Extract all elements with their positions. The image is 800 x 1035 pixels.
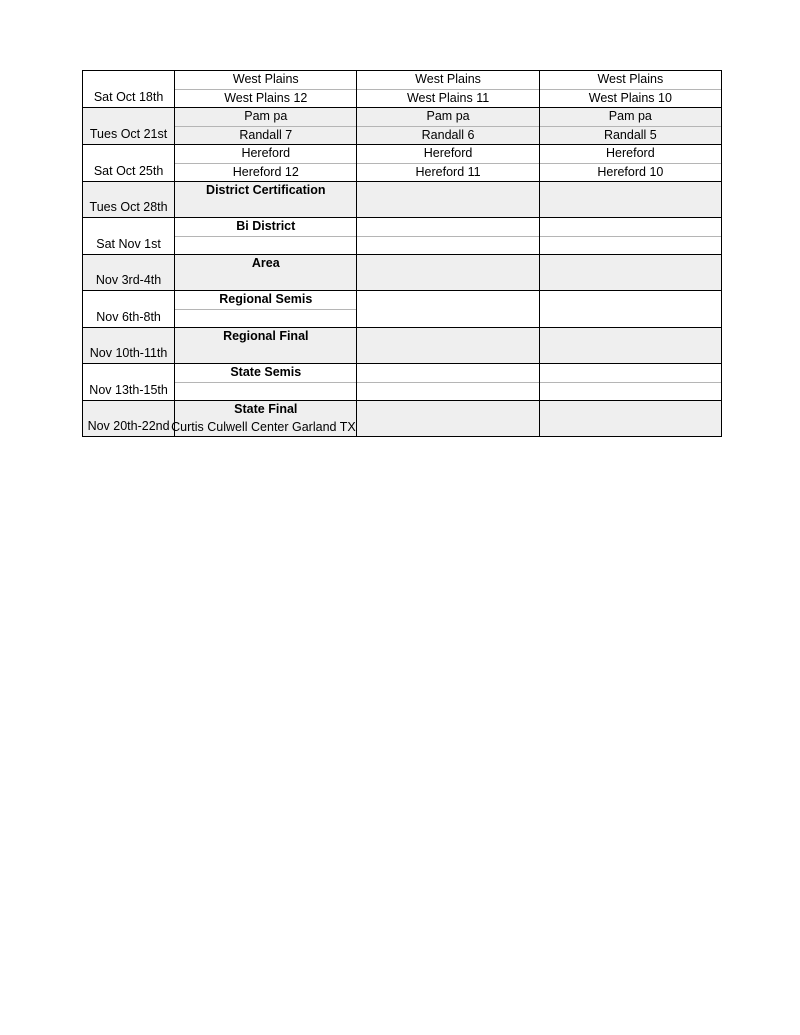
table-row (83, 163, 722, 182)
team-cell: West Plains (539, 71, 721, 90)
venue-text: Curtis Culwell Center Garland TX (171, 419, 356, 434)
round-label: Area (175, 255, 357, 273)
team-cell: Hereford 10 (539, 163, 721, 182)
empty-cell (539, 364, 721, 383)
venue-cell (171, 419, 357, 437)
table-row (83, 108, 722, 127)
date-cell: Tues Oct 28th (83, 182, 175, 218)
date-cell: Nov 10th-11th (83, 328, 175, 364)
table-row (83, 401, 722, 419)
date-cell: Sat Oct 18th (83, 71, 175, 108)
empty-cell (539, 236, 721, 255)
team-cell: Hereford 11 (357, 163, 539, 182)
empty-cell (539, 382, 721, 401)
team-cell: West Plains 10 (539, 89, 721, 108)
empty-cell (357, 291, 539, 328)
team-cell: Hereford 12 (175, 163, 357, 182)
team-cell (175, 200, 357, 218)
empty-cell (357, 328, 539, 364)
table-row (83, 182, 722, 200)
table-row (83, 218, 722, 237)
table-row (83, 328, 722, 346)
round-label: State Semis (175, 364, 357, 383)
empty-cell (357, 218, 539, 237)
team-cell: West Plains 12 (175, 89, 357, 108)
team-cell: Randall 7 (175, 126, 357, 145)
empty-cell (357, 182, 539, 218)
empty-cell (539, 401, 721, 437)
team-cell (175, 309, 357, 328)
date-cell: Sat Nov 1st (83, 218, 175, 255)
table-row (83, 255, 722, 273)
date-cell: Nov 6th-8th (83, 291, 175, 328)
date-cell: Nov 20th-22nd (83, 401, 175, 437)
empty-cell (357, 382, 539, 401)
date-cell: Nov 3rd-4th (83, 255, 175, 291)
empty-cell (357, 401, 539, 437)
table-row (83, 236, 722, 255)
round-label: State Final (175, 401, 357, 419)
team-cell (175, 346, 357, 364)
empty-cell (539, 328, 721, 364)
team-cell: Pam pa (539, 108, 721, 127)
team-cell (175, 236, 357, 255)
empty-cell (539, 182, 721, 218)
team-cell: Hereford (539, 145, 721, 164)
empty-cell (539, 291, 721, 328)
team-cell (175, 382, 357, 401)
team-cell: West Plains (175, 71, 357, 90)
team-cell (175, 273, 357, 291)
team-cell: West Plains (357, 71, 539, 90)
empty-cell (539, 218, 721, 237)
table-row (83, 126, 722, 145)
empty-cell (357, 255, 539, 291)
empty-cell (539, 255, 721, 291)
schedule-table (82, 70, 722, 437)
round-label: Bi District (175, 218, 357, 237)
round-label: Regional Semis (175, 291, 357, 310)
table-row (83, 382, 722, 401)
date-cell: Nov 13th-15th (83, 364, 175, 401)
table-row (83, 291, 722, 310)
empty-cell (357, 364, 539, 383)
team-cell: Hereford (357, 145, 539, 164)
date-cell: Tues Oct 21st (83, 108, 175, 145)
schedule-sheet (82, 70, 722, 437)
date-cell: Sat Oct 25th (83, 145, 175, 182)
team-cell: West Plains 11 (357, 89, 539, 108)
round-label: District Certification (175, 182, 357, 200)
team-cell: Pam pa (175, 108, 357, 127)
round-label: Regional Final (175, 328, 357, 346)
team-cell: Hereford (175, 145, 357, 164)
team-cell: Randall 5 (539, 126, 721, 145)
table-row (83, 364, 722, 383)
table-row (83, 89, 722, 108)
empty-cell (357, 236, 539, 255)
table-row (83, 71, 722, 90)
table-row (83, 145, 722, 164)
team-cell: Randall 6 (357, 126, 539, 145)
team-cell: Pam pa (357, 108, 539, 127)
